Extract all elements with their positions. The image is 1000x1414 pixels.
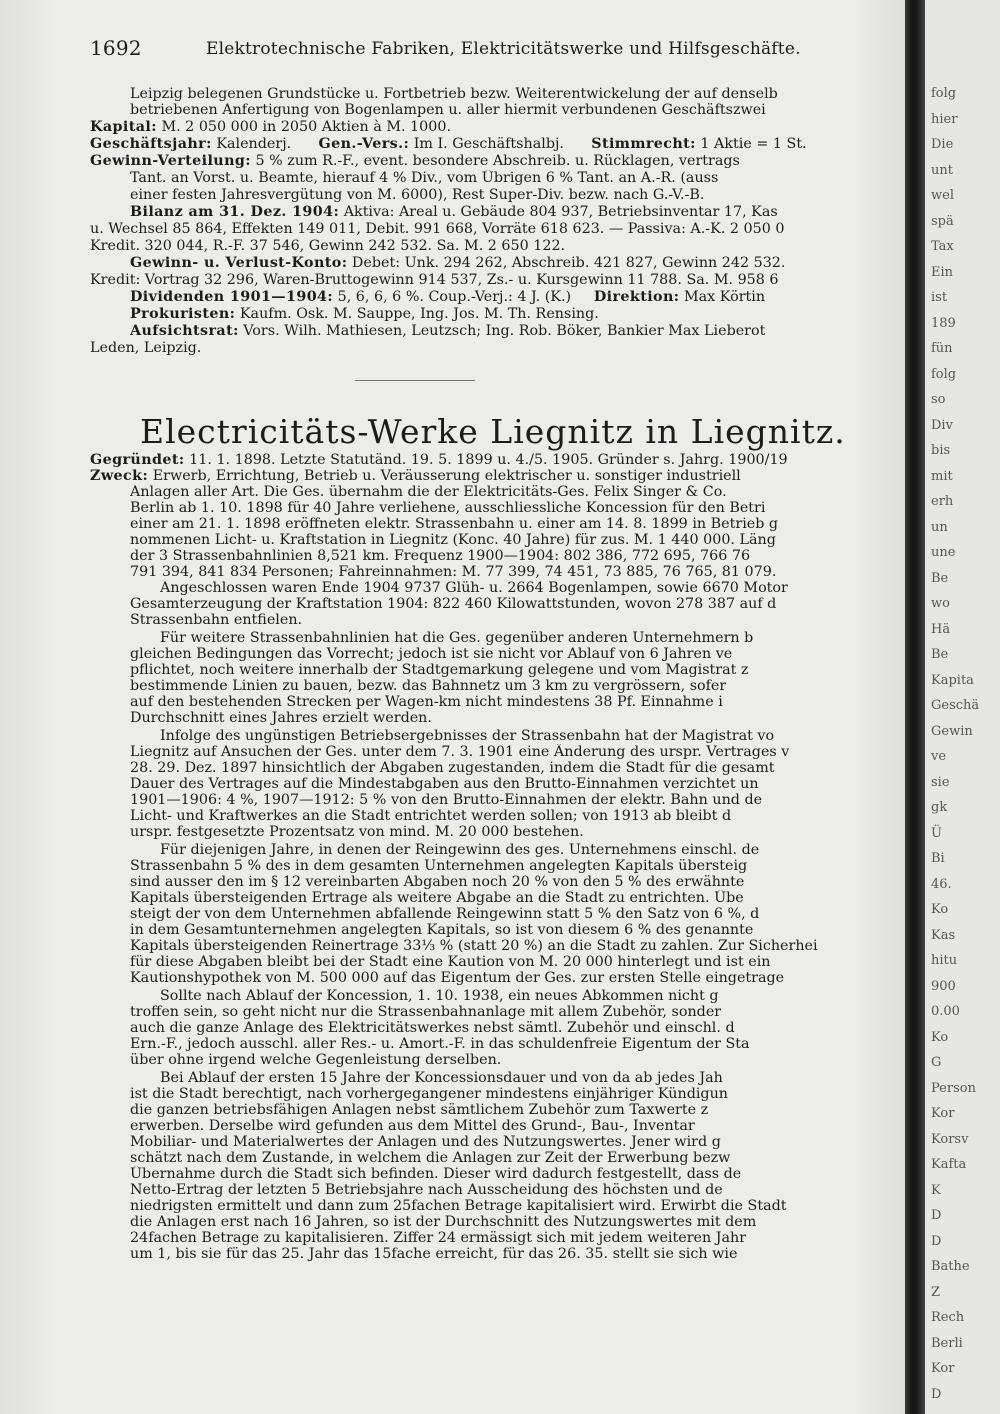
text-line: Ern.-F., jedoch ausschl. aller Res.- u. Amort.-F. in das schuldenfreie Eigentum der Sta — [130, 1036, 750, 1052]
text-line: in dem Gesamtunternehmen angelegten Kapitals, so ist von diesem 6 % des genannte — [130, 922, 754, 938]
text-line: einer festen Jahresvergütung von M. 6000), Rest Super-Div. bezw. nach G.-V.-B. — [130, 187, 705, 203]
adjacent-page-fragment: Ko — [931, 902, 949, 917]
adjacent-page-fragment: un — [931, 519, 948, 535]
field-value: Erwerb, Errichtung, Betrieb u. Veräusserung elektrischer u. sonstiger industriell — [152, 468, 741, 484]
field-label: Dividenden 1901—1904: — [130, 289, 334, 305]
text-line: auch die ganze Anlage des Elektricitätswerkes nebst sämtl. Zubehör und einschl. d — [130, 1020, 735, 1036]
adjacent-page-fragment: spä — [931, 213, 954, 229]
adjacent-page-fragment: Hä — [931, 621, 951, 637]
text-line: um 1, bis sie für das 25. Jahr das 15fache erreicht, für das 26. 35. stellt sie sich wie — [130, 1246, 738, 1262]
field-value: Vors. Wilh. Mathiesen, Leutzsch; Ing. Rob. Böker, Bankier Max Lieberot — [243, 323, 766, 339]
adjacent-page-fragment: Gewin — [931, 723, 973, 739]
text-line: Strassenbahn entfielen. — [130, 612, 303, 628]
adjacent-page-fragment: gk — [931, 800, 948, 815]
field-value: Aktiva: Areal u. Gebäude 804 937, Betriebsinventar 17, Kas — [343, 204, 778, 220]
text-line: Liegnitz auf Ansuchen der Ges. unter dem 7. 3. 1901 eine Änderung des urspr. Vertrages v — [130, 744, 790, 760]
adjacent-page-fragment: Ü — [931, 825, 942, 841]
bilanz-line — [130, 204, 778, 220]
aufsichtsrat-line — [130, 323, 765, 339]
adjacent-page-fragment: wo — [931, 596, 950, 611]
text-line: erwerben. Derselbe wird gefunden aus dem Mittel des Grund-, Bau-, Inventar — [130, 1118, 695, 1134]
adjacent-page-fragment: erh — [931, 494, 954, 509]
field-value: 5, 6, 6, 6 %. Coup.-Verj.: 4 J. (K.) — [337, 289, 572, 305]
adjacent-page-fragment: 900 — [931, 978, 956, 994]
field-value: Debet: Unk. 294 262, Abschreib. 421 827, Gewinn 242 532. — [351, 255, 786, 271]
adjacent-page-fragment: Kapita — [931, 672, 974, 688]
field-label: Gen.-Vers.: — [318, 136, 410, 152]
text-line: sind ausser den im § 12 vereinbarten Abgaben noch 20 % von den 5 % des erwähnte — [130, 874, 745, 890]
adjacent-page-fragment: Kafta — [931, 1157, 967, 1172]
adjacent-page-fragment: ve — [931, 749, 947, 764]
adjacent-page-fragment: Bi — [931, 851, 945, 866]
text-line: 1901—1906: 4 %, 1907—1912: 5 % von den Brutto-Einnahmen der elektr. Bahn und de — [130, 792, 763, 808]
field-label: Zweck: — [90, 468, 149, 484]
text-line: auf den bestehenden Strecken per Wagen-km nicht mindestens 38 Pf. Einnahme i — [130, 694, 723, 710]
field-label: Prokuristen: — [130, 306, 236, 322]
gewinnverteilung-line — [90, 153, 740, 169]
text-line: gleichen Bedingungen das Vorrecht; jedoch ist sie nicht vor Ablauf von 6 Jahren ve — [130, 646, 733, 662]
field-value: Max Körtin — [684, 289, 766, 305]
adjacent-page-fragment: D — [931, 1208, 942, 1223]
text-line: Kredit: Vortrag 32 296, Waren-Bruttogewinn 914 537, Zs.- u. Kursgewinn 11 788. Sa. M. 958 6 — [90, 272, 779, 288]
text-line: Mobiliar- und Materialwertes der Anlagen und des Nutzungswertes. Jener wird g — [130, 1134, 721, 1150]
adjacent-page-fragment: D — [931, 1233, 942, 1249]
adjacent-page-fragment: hier — [931, 111, 958, 127]
text-line: 791 394, 841 834 Personen; Fahreinnahmen: M. 77 399, 74 451, 73 885, 76 765, 81 079. — [130, 564, 777, 580]
gegruendet-line — [90, 452, 788, 468]
adjacent-page-fragment: Ein — [931, 264, 954, 280]
adjacent-page-edge — [925, 0, 1000, 1414]
field-value: 11. 1. 1898. Letzte Statutänd. 19. 5. 1899 u. 4./5. 1905. Gründer s. Jahrg. 1900/19 — [189, 452, 788, 468]
field-value: Im I. Geschäftshalbj. — [413, 136, 564, 152]
adjacent-page-fragment: folg — [931, 366, 957, 382]
adjacent-page-fragment: G — [931, 1055, 942, 1070]
adjacent-page-fragment: 189 — [931, 315, 956, 331]
text-line: Strassenbahn 5 % des in dem gesamten Unternehmen angelegten Kapitals übersteig — [130, 858, 748, 874]
text-line: Für diejenigen Jahre, in denen der Reingewinn des ges. Unternehmens einschl. de — [160, 842, 760, 858]
text-line: schätzt nach dem Zustande, in welchem die Anlagen zur Zeit der Erwerbung bezw — [130, 1150, 731, 1166]
text-line: 24fachen Betrage zu kapitalisieren. Ziffer 24 ermässigt sich mit jedem weiteren Jahr — [130, 1230, 747, 1246]
text-line: betriebenen Anfertigung von Bogenlampen u. aller hiermit verbundenen Geschäftszwei — [130, 102, 766, 118]
text-line: Dauer des Vertrages auf die Mindestabgaben aus den Brutto-Einnahmen verzichtet un — [130, 776, 759, 792]
adjacent-page-fragment: wel — [931, 188, 954, 203]
adjacent-page-fragment: D — [931, 1386, 942, 1402]
field-value: 5 % zum R.-F., event. besondere Abschreib. u. Rücklagen, vertrags — [255, 153, 740, 169]
text-line: Durchschnitt eines Jahres erzielt werden. — [130, 710, 432, 726]
field-label: Bilanz am 31. Dez. 1904: — [130, 204, 340, 220]
field-value: 1 Aktie = 1 St. — [700, 136, 807, 152]
article-title: Electricitäts-Werke Liegnitz in Liegnitz. — [140, 412, 846, 451]
text-line: Kredit. 320 044, R.-F. 37 546, Gewinn 242 532. Sa. M. 2 650 122. — [90, 238, 566, 254]
text-line: Leden, Leipzig. — [90, 340, 202, 356]
adjacent-page-fragment: Korsv — [931, 1131, 969, 1147]
prokuristen-line — [130, 306, 599, 322]
field-label: Aufsichtsrat: — [130, 323, 239, 339]
text-line: Sollte nach Ablauf der Koncession, 1. 10. 1938, ein neues Abkommen nicht g — [160, 988, 719, 1004]
text-line: Für weitere Strassenbahnlinien hat die Ges. gegenüber anderen Unternehmern b — [160, 630, 754, 646]
section-divider — [355, 380, 475, 381]
adjacent-page-fragment: Die — [931, 137, 954, 152]
text-line: troffen sein, so geht nicht nur die Strassenbahnanlage mit allem Zubehör, sonder — [130, 1004, 722, 1020]
text-line: der 3 Strassenbahnlinien 8,521 km. Frequenz 1900—1904: 802 386, 772 695, 766 76 — [130, 548, 751, 564]
guv-line — [130, 255, 785, 271]
zweck-line — [90, 468, 741, 484]
adjacent-page-fragment: fün — [931, 341, 953, 356]
adjacent-page-fragment: sie — [931, 774, 950, 790]
adjacent-page-fragment: Be — [931, 570, 949, 586]
field-value: Kaufm. Osk. M. Sauppe, Ing. Jos. M. Th. Rensing. — [239, 306, 599, 322]
adjacent-page-fragment: K — [931, 1182, 941, 1198]
text-line: Kautionshypothek von M. 500 000 auf das Eigentum der Ges. zur ersten Stelle eingetrage — [130, 970, 785, 986]
field-value: Kalenderj. — [216, 136, 292, 152]
text-line: 28. 29. Dez. 1897 hinsichtlich der Abgaben zugestanden, indem die Stadt für die gesamt — [130, 760, 775, 776]
text-line: Netto-Ertrag der letzten 5 Betriebsjahre nach Ausscheidung des höchsten und de — [130, 1182, 723, 1198]
adjacent-page-fragment: ist — [931, 290, 948, 305]
adjacent-page-fragment: Div — [931, 417, 953, 433]
geschaeftsjahr-line — [90, 136, 807, 152]
text-line: urspr. festgesetzte Prozentsatz von mind. M. 20 000 bestehen. — [130, 824, 584, 840]
text-line: u. Wechsel 85 864, Effekten 149 011, Debit. 991 668, Vorräte 618 623. — Passiva: A.-K. 2 050 0 — [90, 221, 785, 237]
kapital-line — [90, 119, 451, 135]
field-label: Stimmrecht: — [591, 136, 696, 152]
text-line: Anlagen aller Art. Die Ges. übernahm die der Elektricitäts-Ges. Felix Singer & Co. — [130, 484, 727, 500]
page-header — [90, 36, 890, 62]
adjacent-page-fragment: Z — [931, 1284, 941, 1300]
field-label: Kapital: — [90, 119, 157, 135]
text-line: die ganzen betriebsfähigen Anlagen nebst sämtlichem Zubehör zum Taxwerte z — [130, 1102, 709, 1118]
text-line: ist die Stadt berechtigt, nach vorhergegangener mindestens einjähriger Kündigun — [130, 1086, 728, 1102]
page-number: 1692 — [90, 36, 142, 60]
text-line: pflichtet, noch weitere innerhalb der Stadtgemarkung gelegene und vom Magistrat z — [130, 662, 749, 678]
field-value: M. 2 050 000 in 2050 Aktien à M. 1000. — [161, 119, 451, 135]
text-line: Angeschlossen waren Ende 1904 9737 Glüh- u. 2664 Bogenlampen, sowie 6670 Motor — [160, 580, 788, 596]
adjacent-page-fragment: Tax — [931, 239, 954, 254]
adjacent-page-fragment: Kor — [931, 1106, 955, 1121]
book-gutter — [905, 0, 925, 1414]
field-label: Geschäftsjahr: — [90, 136, 212, 152]
adjacent-page-fragment: folg — [931, 86, 957, 101]
text-line: Infolge des ungünstigen Betriebsergebnisses der Strassenbahn hat der Magistrat vo — [160, 728, 775, 744]
field-label: Direktion: — [593, 289, 680, 305]
text-line: Kapitals übersteigenden Reinertrage 33⅓ % (statt 20 %) an die Stadt zu zahlen. Zur Sicherhei — [130, 938, 818, 954]
adjacent-page-fragment: so — [931, 392, 946, 407]
adjacent-page-fragment: Geschä — [931, 698, 980, 713]
field-label: Gegründet: — [90, 452, 185, 468]
adjacent-page-fragment: bis — [931, 443, 951, 458]
adjacent-page-fragment: 46. — [931, 876, 952, 892]
text-line: über ohne irgend welche Gegenleistung derselben. — [130, 1052, 502, 1068]
adjacent-page-fragment: une — [931, 545, 956, 560]
field-label: Gewinn- u. Verlust-Konto: — [130, 255, 348, 271]
text-line: Bei Ablauf der ersten 15 Jahre der Koncessionsdauer und von da ab jedes Jah — [160, 1070, 723, 1086]
adjacent-page-fragment: Ko — [931, 1029, 949, 1045]
adjacent-page-fragment: Berli — [931, 1335, 963, 1351]
field-label: Gewinn-Verteilung: — [90, 153, 251, 169]
adjacent-page-fragment: hitu — [931, 953, 958, 968]
text-line: für diese Abgaben bleibt bei der Stadt eine Kaution von M. 20 000 hinterlegt und ist ein — [130, 954, 771, 970]
text-line: die Anlagen erst nach 16 Jahren, so ist der Durchschnitt des Nutzungswertes mit dem — [130, 1214, 757, 1230]
text-line: Übernahme durch die Stadt sich befinden. Dieser wird dadurch festgestellt, dass de — [130, 1166, 742, 1182]
dividenden-line — [130, 289, 765, 305]
text-line: Tant. an Vorst. u. Beamte, hierauf 4 % Div., vom Übrigen 6 % Tant. an A.-R. (auss — [130, 170, 719, 186]
adjacent-page-fragment: Person — [931, 1080, 976, 1096]
text-line: Licht- und Kraftwerkes an die Stadt entrichtet werden sollen; von 1913 ab bleibt d — [130, 808, 732, 824]
text-line: einer am 21. 1. 1898 eröffneten elektr. Strassenbahn u. einer am 14. 8. 1899 in Betrieb g — [130, 516, 779, 532]
text-line: Gesamterzeugung der Kraftstation 1904: 822 460 Kilowattstunden, wovon 278 387 auf d — [130, 596, 777, 612]
text-line: Kapitals übersteigenden Ertrage als weitere Abgabe an die Stadt zu entrichten. Übe — [130, 890, 744, 906]
adjacent-page-fragment: Kas — [931, 927, 956, 943]
text-line: nommenen Licht- u. Kraftstation in Liegnitz (Konc. 40 Jahre) für zus. M. 1 440 000. Läng — [130, 532, 776, 548]
adjacent-page-fragment: Be — [931, 647, 949, 662]
text-line: Leipzig belegenen Grundstücke u. Fortbetrieb bezw. Weiterentwickelung der auf denselb — [130, 86, 778, 102]
adjacent-page-fragment: mit — [931, 468, 953, 484]
adjacent-page-fragment: unt — [931, 162, 953, 178]
text-line: niedrigsten ermittelt und dann zum 25fachen Betrage kapitalisiert wird. Erwirbt die Stadt — [130, 1198, 787, 1214]
adjacent-page-fragment: Kor — [931, 1361, 955, 1376]
text-line: steigt der von dem Unternehmen abfallende Reingewinn statt 5 % den Satz von 6 %, d — [130, 906, 760, 922]
text-line: Berlin ab 1. 10. 1898 für 40 Jahre verliehene, ausschliessliche Koncession für den Betri — [130, 500, 766, 516]
running-title: Elektrotechnische Fabriken, Elektricitätswerke und Hilfsgeschäfte. — [206, 39, 801, 59]
adjacent-page-fragment: Bathe — [931, 1259, 970, 1274]
adjacent-page-fragment: 0.00 — [931, 1004, 960, 1019]
adjacent-page-fragment: Rech — [931, 1310, 965, 1325]
text-line: bestimmende Linien zu bauen, bezw. das Bahnnetz um 3 km zu vergrössern, sofer — [130, 678, 727, 694]
